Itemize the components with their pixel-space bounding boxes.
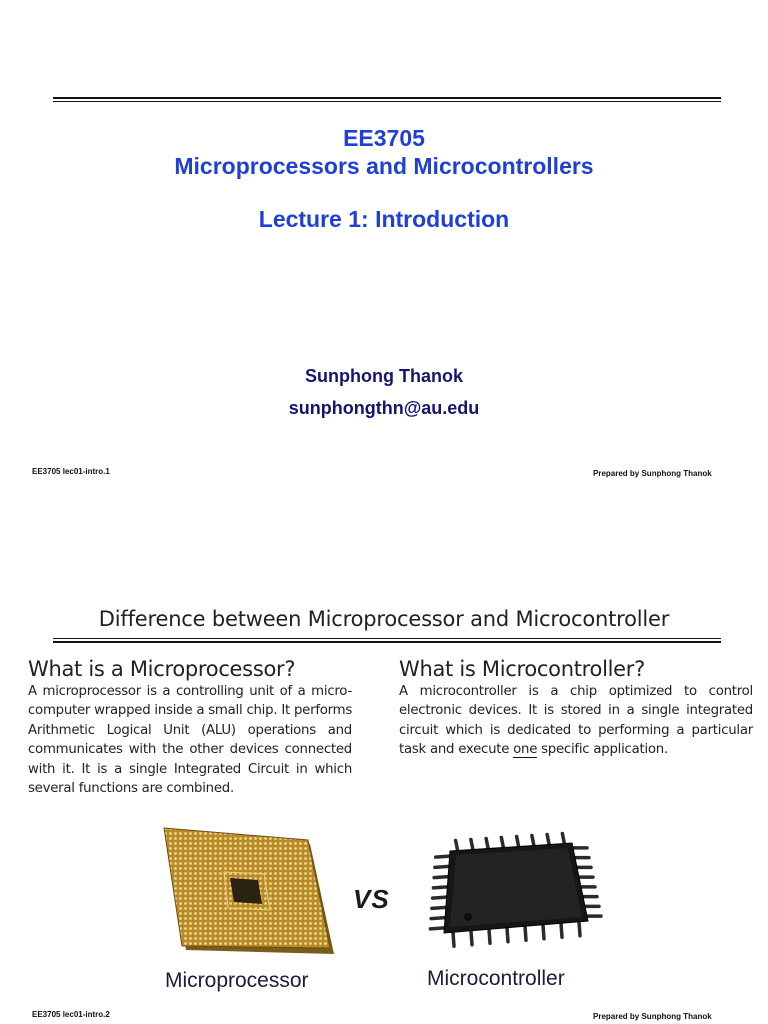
chip-pin — [433, 897, 447, 898]
footer-right-2: Prepared by Sunphong Thanok — [593, 1012, 712, 1021]
chip-pin — [431, 918, 445, 919]
chip-pin — [562, 834, 564, 844]
chip-pin — [456, 841, 458, 851]
title-rule-thin — [53, 638, 721, 639]
title-block — [0, 124, 768, 233]
chip-pin — [471, 931, 472, 945]
chip-pin — [435, 866, 449, 867]
author-email: sunphongthn@au.edu — [288, 398, 480, 418]
chip-pin — [434, 877, 448, 878]
author-name: Sunphong Thanok — [305, 366, 463, 386]
chip-pin — [547, 835, 549, 845]
slide-2 — [0, 512, 768, 1024]
footer-left: EE3705 lec01-intro.1 — [32, 467, 110, 476]
microcontroller-chip-icon — [420, 837, 605, 952]
chip-pin — [436, 856, 450, 857]
microprocessor-chip-icon — [158, 826, 338, 961]
microprocessor-label: Microprocessor — [165, 969, 309, 992]
course-code: EE3705 — [343, 125, 425, 151]
underlined-word: one — [513, 742, 538, 758]
chip-pin — [579, 922, 580, 936]
description-text-end: specific application. — [537, 742, 668, 758]
chip-pin — [432, 907, 446, 908]
slide-title: Difference between Microprocessor and Microcontroller — [98, 607, 670, 631]
chip-pin — [489, 929, 490, 943]
title-rule-thick — [53, 641, 721, 643]
chip-pin — [525, 926, 526, 940]
chip-pin — [430, 928, 444, 929]
chip-pin — [501, 838, 503, 848]
chip-pin — [433, 887, 447, 888]
footer-left-2: EE3705 lec01-intro.2 — [32, 1010, 110, 1019]
lecture-title: Lecture 1: Introduction — [258, 206, 510, 232]
top-rule-thin — [53, 101, 721, 102]
top-rule-thick — [53, 97, 721, 99]
microcontroller-heading: What is Microcontroller? — [399, 657, 645, 681]
chip-pin — [486, 839, 488, 849]
microcontroller-description — [399, 682, 753, 760]
vs-label: VS — [353, 884, 390, 914]
chip-pin — [507, 928, 508, 942]
chip-pin — [532, 836, 534, 846]
chip-pin — [471, 840, 473, 850]
microprocessor-description: A microprocessor is a controlling unit of a micro-computer wrapped inside a small chip. It performs Arithmetic Logical Unit (ALU) operations and communicates with the other devices connected with it. It is a single Integrated Circuit in which several functions are combined. — [28, 684, 352, 797]
course-title: Microprocessors and Microcontrollers — [174, 153, 594, 179]
chip-pin — [561, 923, 562, 937]
chip-pin — [543, 925, 544, 939]
description-text: A microcontroller is a chip optimized to control electronic devices. It is stored in a single integrated circuit which is dedicated to performing a particular task and execute — [399, 684, 753, 758]
footer-right: Prepared by Sunphong Thanok — [593, 469, 712, 478]
microprocessor-heading: What is a Microprocessor? — [28, 657, 296, 681]
chip-pin — [453, 932, 454, 946]
microcontroller-label: Microcontroller — [427, 967, 565, 990]
chip-pin — [517, 837, 519, 847]
